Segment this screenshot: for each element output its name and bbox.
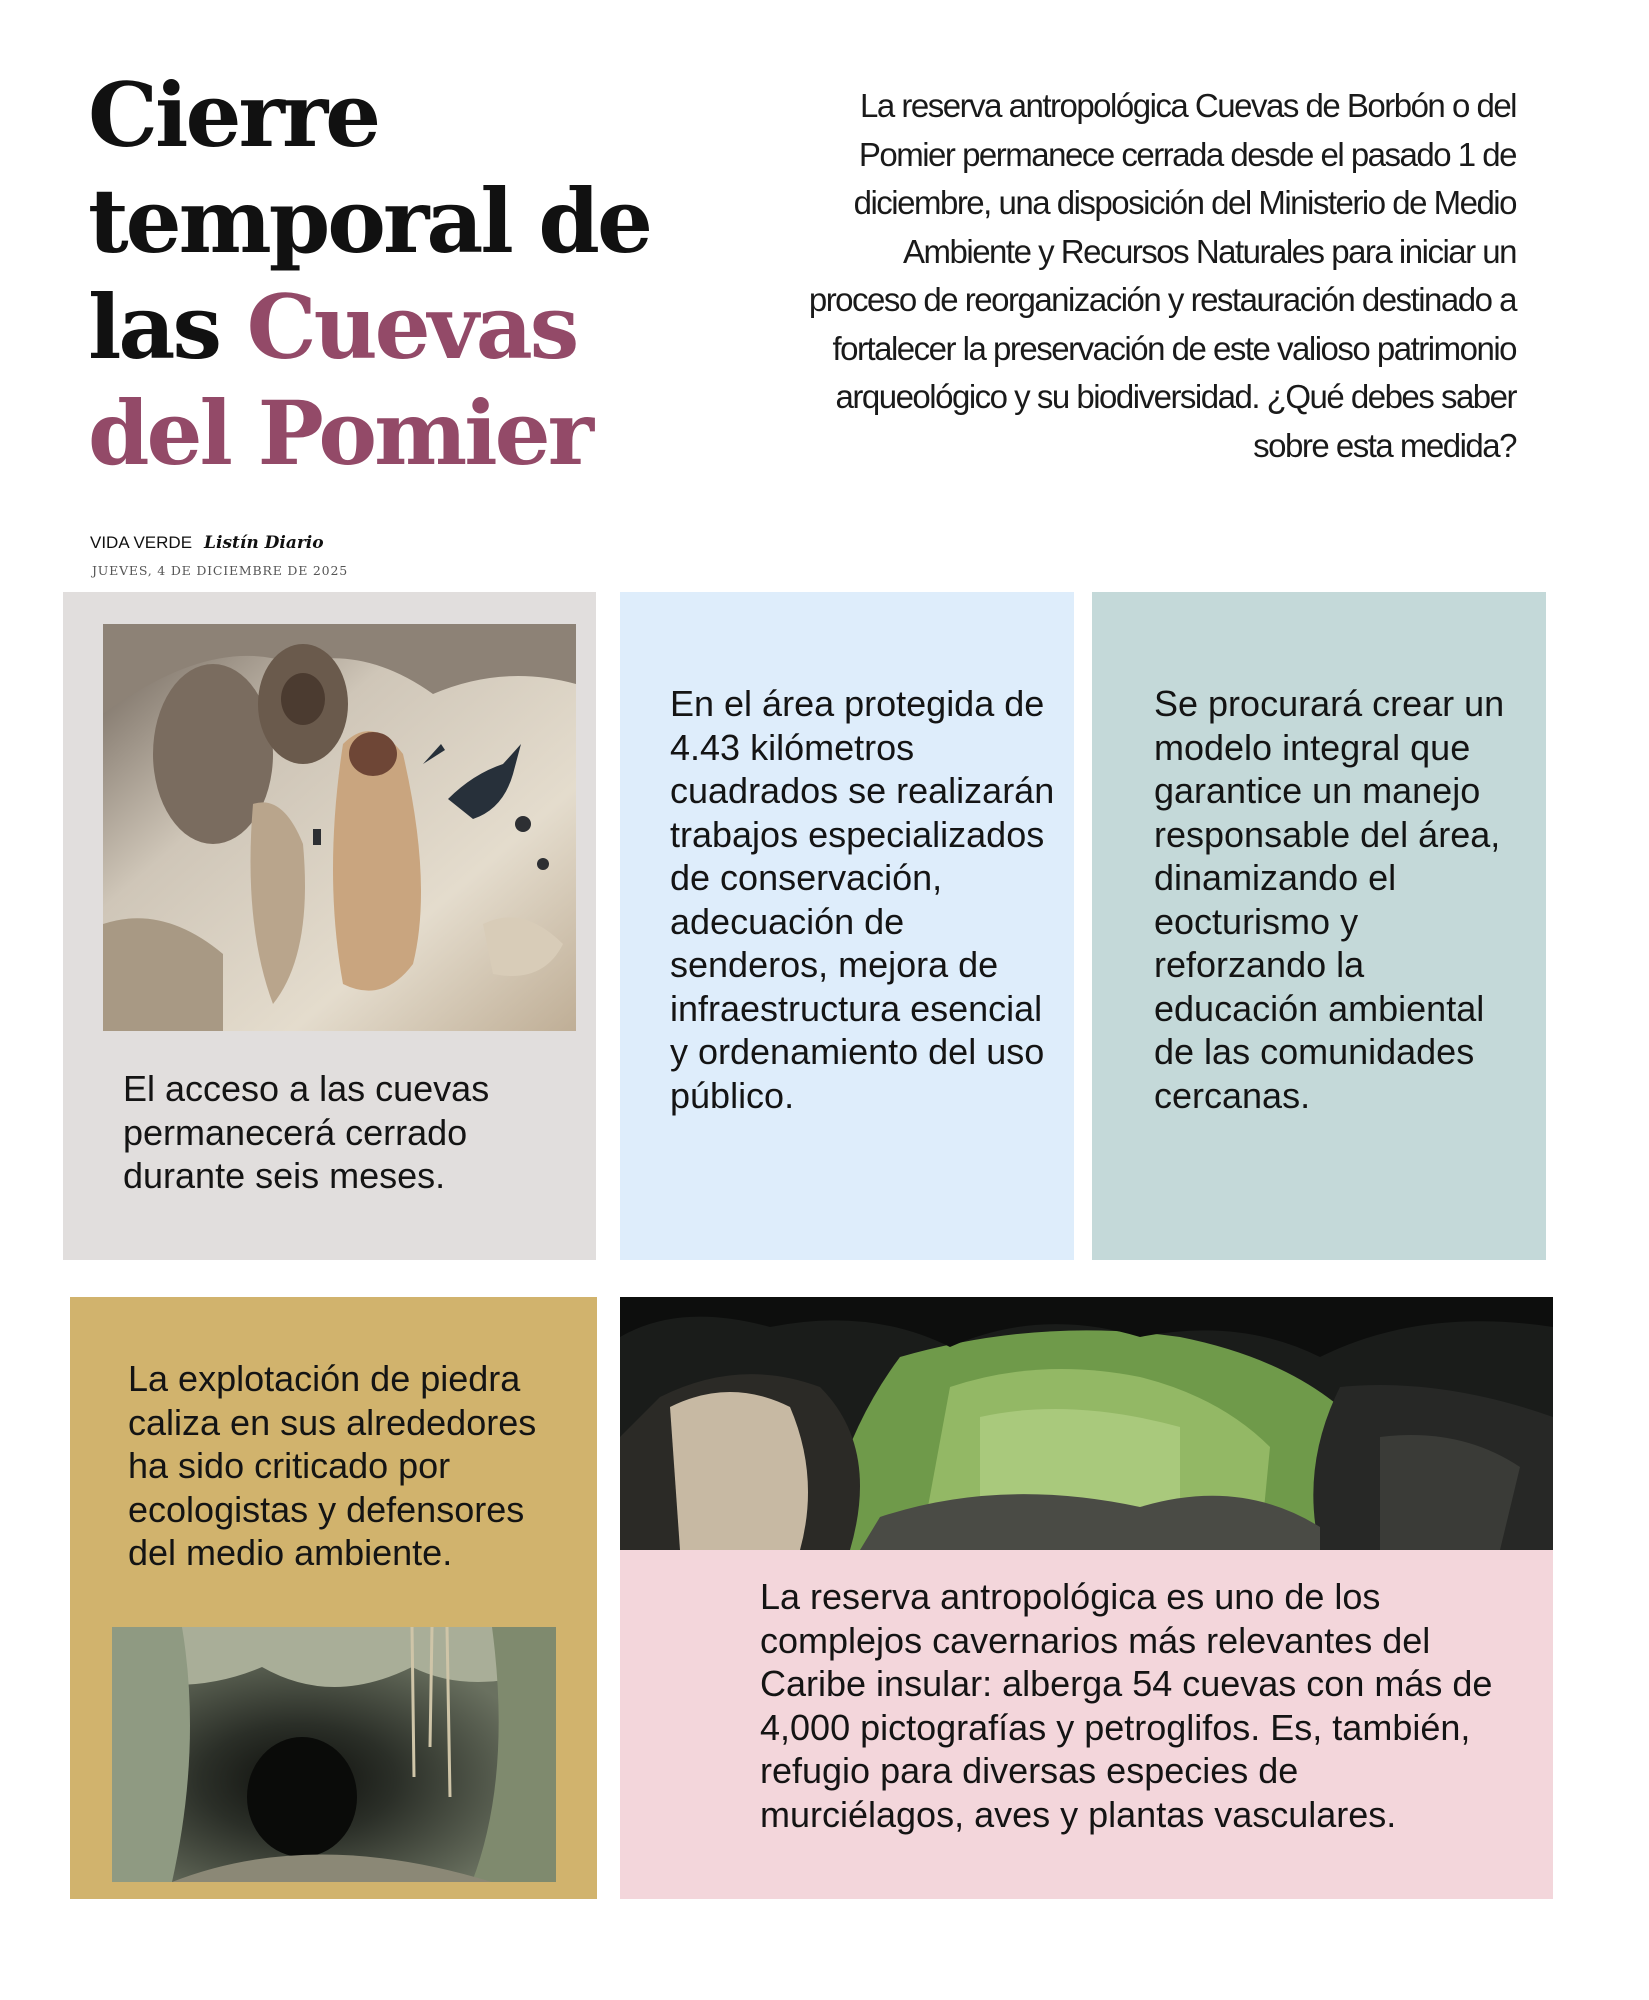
section-label <box>90 533 324 553</box>
info-card-closure <box>63 592 596 1260</box>
info-card-conservation <box>620 592 1074 1260</box>
cave-paintings-photo <box>103 624 576 1031</box>
title-accent: Cuevas del Pomier <box>88 275 591 485</box>
cave-tunnel-photo <box>112 1627 556 1882</box>
card-text: La explotación de piedra caliza en sus alrededores ha sido criticado por ecologistas y defensores del medio ambiente. <box>128 1358 537 1573</box>
brand-logo: Listín Diario <box>204 533 324 553</box>
cave-entrance-photo <box>620 1297 1553 1550</box>
title-main: Cierre temporal de las <box>88 63 650 379</box>
card-text: Se procurará crear un modelo integral que garantice un manejo responsable del área, dinamizando el eocturismo y reforzando la educación ambiental de las comunidades cercanas. <box>1154 683 1505 1116</box>
intro-paragraph: La reserva antropológica Cuevas de Borbón o del Pomier permanece cerrada desde el pasado 1 de diciembre, una disposición del Ministerio de Medio Ambiente y Recursos Naturales para iniciar un proceso de reorganización y restauración destinado a fortalecer la preservación de este valioso patrimonio arqueológico y su biodiversidad. ¿Qué debes saber sobre esta medida? <box>808 87 1516 464</box>
card-text: El acceso a las cuevas permanecerá cerrado durante seis meses. <box>123 1068 490 1196</box>
section-name: VIDA VERDE <box>90 533 193 552</box>
info-card-management <box>1092 592 1546 1260</box>
card-text: En el área protegida de 4.43 kilómetros cuadrados se realizarán trabajos especializados de conservación, adecuación de senderos, mejora de infraestructura esencial y ordenamiento del uso público. <box>670 683 1055 1116</box>
publication-date: JUEVES, 4 DE DICIEMBRE DE 2025 <box>92 563 348 578</box>
card-text: La reserva antropológica es uno de los complejos cavernarios más relevantes del Caribe insular: alberga 54 cuevas con más de 4,000 pictografías y petroglifos. Es, también, refugio para diversas especies de murciélagos, aves y plantas vasculares. <box>760 1576 1493 1835</box>
info-card-reserve <box>620 1297 1553 1899</box>
info-card-limestone <box>70 1297 597 1899</box>
page-title <box>88 62 728 486</box>
